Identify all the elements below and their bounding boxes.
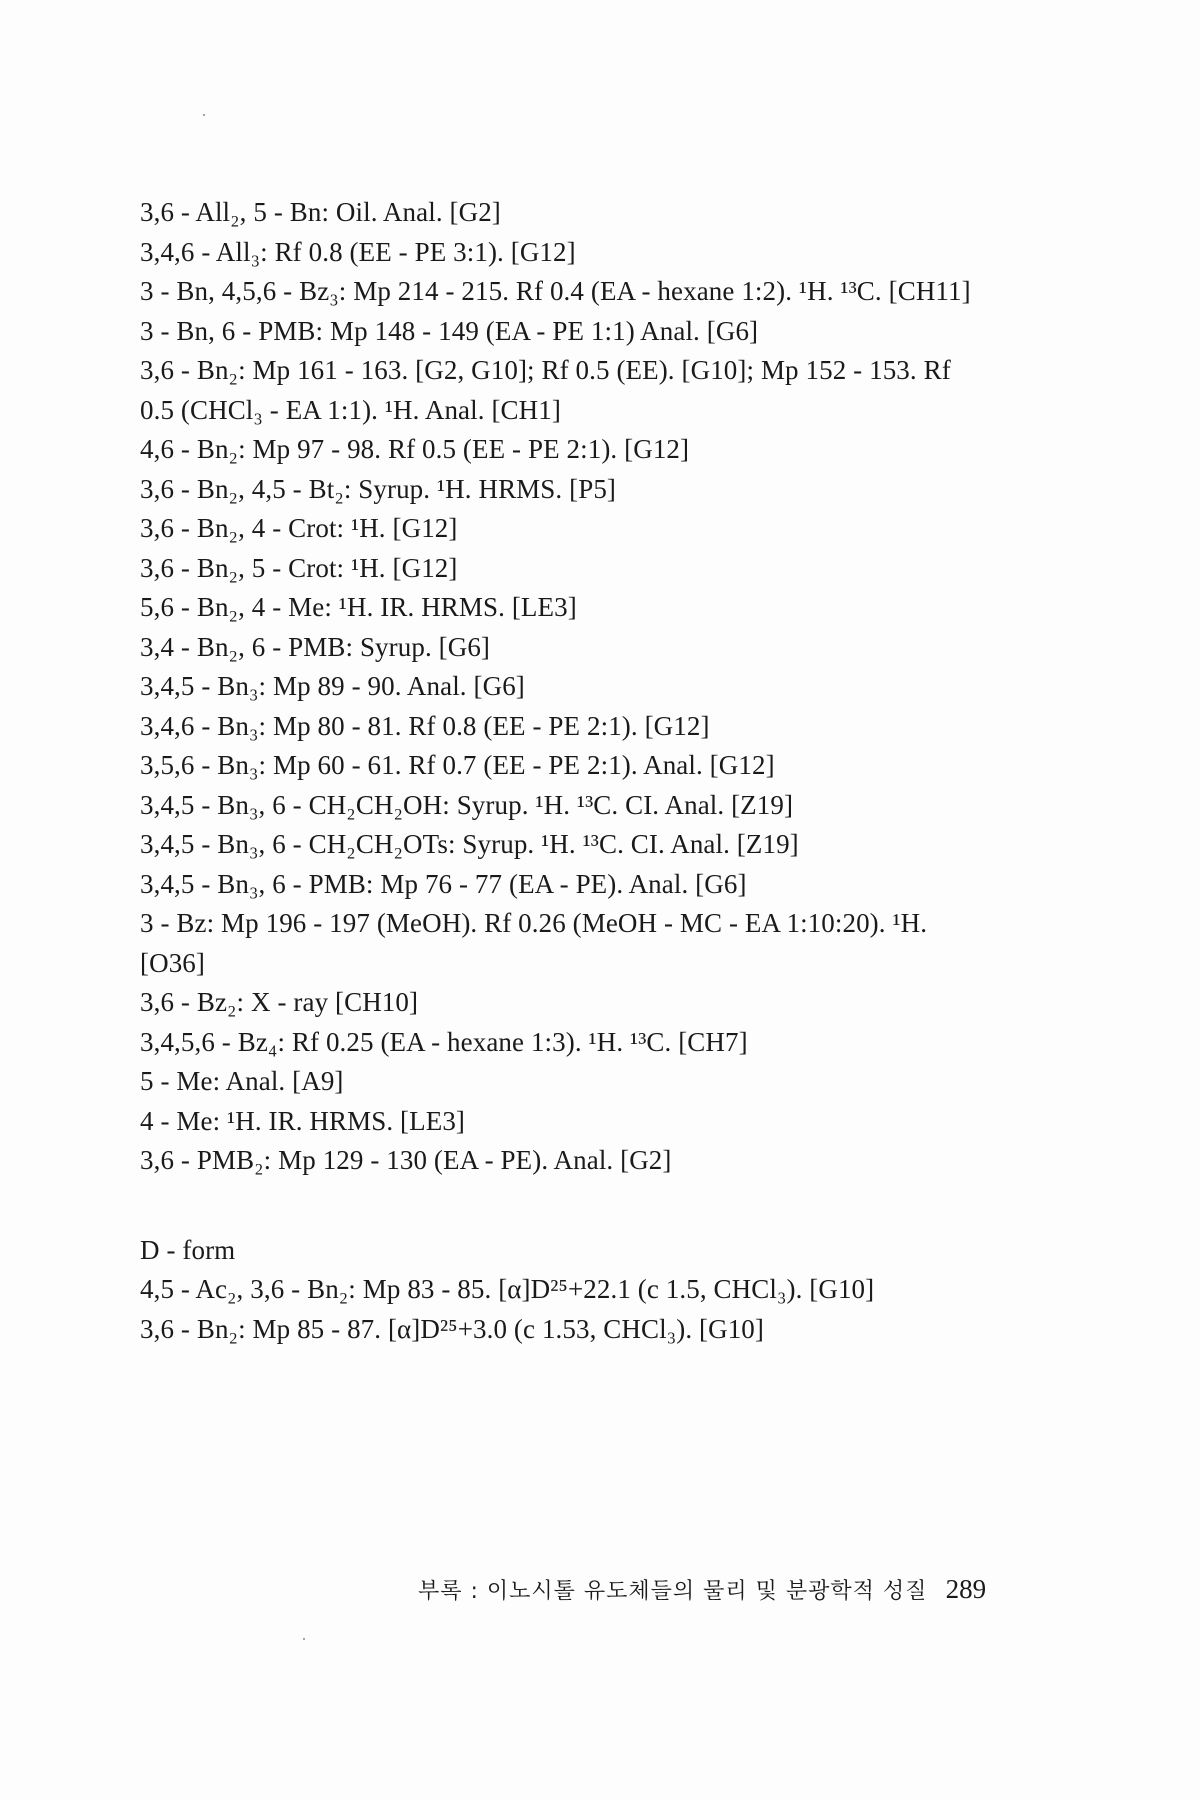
page-footer xyxy=(418,1574,986,1605)
compound-entry: 3,4,5 - Bn₃, 6 - PMB: Mp 76 - 77 (EA - PE). Anal. [G6] xyxy=(140,868,747,899)
compound-entry: 3,4,6 - All₃: Rf 0.8 (EE - PE 3:1). [G12] xyxy=(140,236,576,267)
compound-entry: 3,4,5 - Bn₃, 6 - CH₂CH₂OH: Syrup. ¹H. ¹³C. CI. Anal. [Z19] xyxy=(140,789,794,820)
compound-entry: 3 - Bz: Mp 196 - 197 (MeOH). Rf 0.26 (MeOH - MC - EA 1:10:20). ¹H. xyxy=(140,908,928,938)
compound-entry: 4,5 - Ac₂, 3,6 - Bn₂: Mp 83 - 85. [α]D²⁵+22.1 (c 1.5, CHCl₃). [G10] xyxy=(140,1274,875,1304)
page-number: 289 xyxy=(945,1574,987,1604)
compound-entry: 4 - Me: ¹H. IR. HRMS. [LE3] xyxy=(140,1105,466,1136)
compound-entry: 5 - Me: Anal. [A9] xyxy=(140,1066,344,1096)
compound-entry: 3,6 - Bn₂, 4,5 - Bt₂: Syrup. ¹H. HRMS. [P5] xyxy=(140,473,617,504)
compound-entry: 3,6 - All₂, 5 - Bn: Oil. Anal. [G2] xyxy=(140,197,501,227)
section-heading: D - form xyxy=(140,1234,236,1265)
compound-entry: 4,6 - Bn₂: Mp 97 - 98. Rf 0.5 (EE - PE 2:1). [G12] xyxy=(140,434,690,464)
section-spacer xyxy=(140,1181,1040,1231)
compound-entry: 5,6 - Bn₂, 4 - Me: ¹H. IR. HRMS. [LE3] xyxy=(140,592,577,622)
compound-entry-continuation: [O36] xyxy=(140,947,205,978)
scan-speck xyxy=(303,1638,305,1640)
compound-entry: 3 - Bn, 6 - PMB: Mp 148 - 149 (EA - PE 1:1) Anal. [G6] xyxy=(140,315,759,346)
compound-entry: 3,4 - Bn₂, 6 - PMB: Syrup. [G6] xyxy=(140,631,491,662)
scan-speck xyxy=(203,114,205,116)
compound-entry-continuation: 0.5 (CHCl₃ - EA 1:1). ¹H. Anal. [CH1] xyxy=(140,394,561,425)
compound-entry: 3,6 - Bz₂: X - ray [CH10] xyxy=(140,987,419,1017)
compound-entry: 3,5,6 - Bn₃: Mp 60 - 61. Rf 0.7 (EE - PE 2:1). Anal. [G12] xyxy=(140,750,775,780)
compound-entry: 3,6 - Bn₂, 4 - Crot: ¹H. [G12] xyxy=(140,513,458,543)
running-title: 부록 : 이노시톨 유도체들의 물리 및 분광학적 성질 xyxy=(418,1579,928,1604)
compound-entry: 3,6 - Bn₂: Mp 161 - 163. [G2, G10]; Rf 0.5 (EE). [G10]; Mp 152 - 153. Rf xyxy=(140,355,951,385)
compound-entry: 3,4,6 - Bn₃: Mp 80 - 81. Rf 0.8 (EE - PE 2:1). [G12] xyxy=(140,710,710,741)
compound-entry: 3,6 - Bn₂, 5 - Crot: ¹H. [G12] xyxy=(140,552,458,583)
compound-entry: 3,4,5 - Bn₃, 6 - CH₂CH₂OTs: Syrup. ¹H. ¹³C. CI. Anal. [Z19] xyxy=(140,829,799,859)
compound-entry: 3,6 - Bn₂: Mp 85 - 87. [α]D²⁵+3.0 (c 1.53, CHCl₃). [G10] xyxy=(140,1313,765,1344)
compound-entry: 3 - Bn, 4,5,6 - Bz₃: Mp 214 - 215. Rf 0.4 (EA - hexane 1:2). ¹H. ¹³C. [CH11] xyxy=(140,276,971,306)
compound-entry: 3,6 - PMB₂: Mp 129 - 130 (EA - PE). Anal. [G2] xyxy=(140,1145,672,1175)
compound-entry: 3,4,5,6 - Bz₄: Rf 0.25 (EA - hexane 1:3). ¹H. ¹³C. [CH7] xyxy=(140,1026,748,1057)
compound-entry-list xyxy=(140,193,1040,1349)
compound-entry: 3,4,5 - Bn₃: Mp 89 - 90. Anal. [G6] xyxy=(140,671,525,701)
